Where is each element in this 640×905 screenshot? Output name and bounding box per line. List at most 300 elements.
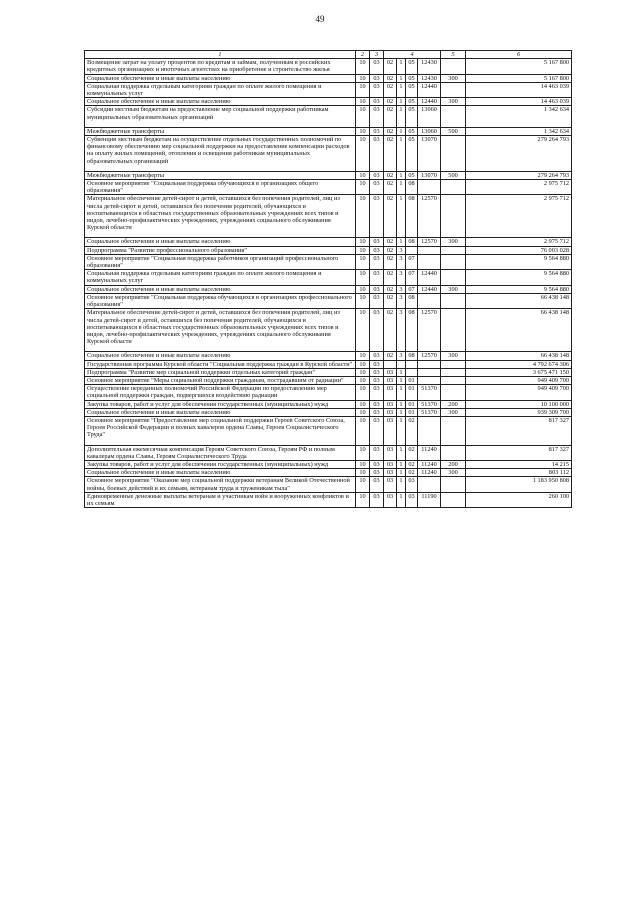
row-measure-cell: 05 (406, 74, 418, 82)
row-program-cell: 03 (384, 385, 397, 400)
row-name-cell: Основное мероприятие "Социальная поддержка обучающихся в организациях профессионального образования" (85, 293, 356, 308)
row-direction-cell: 12570 (418, 309, 441, 352)
row-measure-cell: 08 (406, 195, 418, 238)
row-program-cell: 03 (384, 408, 397, 416)
row-subprogram-cell: 1 (397, 469, 406, 477)
row-expense-type-cell: 300 (441, 74, 466, 82)
row-amount-cell: 14 463 039 (466, 98, 572, 106)
row-section-cell: 10 (356, 254, 370, 269)
row-expense-type-cell: 300 (441, 238, 466, 246)
row-subsection-cell: 03 (370, 416, 384, 445)
row-expense-type-cell (441, 246, 466, 254)
row-section-cell: 10 (356, 106, 370, 127)
row-measure-cell: 02 (406, 460, 418, 468)
row-expense-type-cell (441, 106, 466, 127)
row-expense-type-cell: 300 (441, 285, 466, 293)
table-row (85, 376, 572, 384)
row-measure-cell: 05 (406, 59, 418, 74)
row-section-cell: 10 (356, 127, 370, 135)
row-direction-cell: 13070 (418, 171, 441, 179)
row-section-cell: 10 (356, 376, 370, 384)
row-amount-cell: 2 975 712 (466, 195, 572, 238)
row-amount-cell: 1 342 634 (466, 106, 572, 127)
row-measure-cell: 08 (406, 180, 418, 195)
table-row (85, 408, 572, 416)
row-section-cell: 10 (356, 400, 370, 408)
row-measure-cell: 05 (406, 106, 418, 127)
row-measure-cell: 05 (406, 98, 418, 106)
row-direction-cell (418, 376, 441, 384)
row-direction-cell (418, 293, 441, 308)
table-row (85, 180, 572, 195)
row-subsection-cell: 03 (370, 376, 384, 384)
row-direction-cell: 12570 (418, 352, 441, 360)
table-row (85, 59, 572, 74)
row-amount-cell: 279 264 793 (466, 171, 572, 179)
row-measure-cell (406, 360, 418, 368)
row-direction-cell: 11240 (418, 469, 441, 477)
table-row (85, 246, 572, 254)
row-amount-cell: 817 327 (466, 416, 572, 445)
row-direction-cell: 11240 (418, 445, 441, 460)
row-amount-cell: 9 564 880 (466, 270, 572, 285)
row-subprogram-cell: 3 (397, 246, 406, 254)
row-expense-type-cell (441, 360, 466, 368)
row-subprogram-cell: 1 (397, 59, 406, 74)
row-subsection-cell: 03 (370, 469, 384, 477)
row-amount-cell: 1 342 634 (466, 127, 572, 135)
row-section-cell: 10 (356, 408, 370, 416)
row-program-cell: 02 (384, 106, 397, 127)
row-subprogram-cell: 1 (397, 238, 406, 246)
row-section-cell: 10 (356, 246, 370, 254)
row-name-cell: Субсидии местным бюджетам на предоставление мер социальной поддержки работникам муниципальных образовательных организаций (85, 106, 356, 127)
row-subsection-cell: 03 (370, 352, 384, 360)
row-measure-cell (406, 368, 418, 376)
table-row (85, 460, 572, 468)
row-amount-cell: 9 564 880 (466, 254, 572, 269)
row-program-cell: 02 (384, 293, 397, 308)
row-expense-type-cell: 300 (441, 408, 466, 416)
row-program-cell: 03 (384, 445, 397, 460)
header-col-2: 2 (356, 51, 370, 59)
table-row (85, 106, 572, 127)
row-amount-cell: 4 792 674 306 (466, 360, 572, 368)
row-amount-cell: 9 564 880 (466, 285, 572, 293)
row-measure-cell: 02 (406, 416, 418, 445)
row-measure-cell: 05 (406, 82, 418, 97)
row-section-cell: 10 (356, 171, 370, 179)
row-direction-cell: 12440 (418, 270, 441, 285)
row-name-cell: Основное мероприятие "Социальная поддержка обучающихся в организациях общего образования" (85, 180, 356, 195)
row-expense-type-cell: 500 (441, 171, 466, 179)
table-row (85, 238, 572, 246)
row-expense-type-cell (441, 492, 466, 507)
row-subsection-cell: 03 (370, 460, 384, 468)
row-subprogram-cell: 1 (397, 106, 406, 127)
row-subsection-cell: 03 (370, 408, 384, 416)
row-name-cell: Закупка товаров, работ и услуг для обеспечения государственных (муниципальных) нужд (85, 460, 356, 468)
row-subprogram-cell: 1 (397, 127, 406, 135)
row-subprogram-cell: 1 (397, 408, 406, 416)
row-subsection-cell: 03 (370, 477, 384, 492)
row-measure-cell: 07 (406, 254, 418, 269)
row-program-cell: 03 (384, 460, 397, 468)
row-expense-type-cell (441, 416, 466, 445)
row-expense-type-cell (441, 180, 466, 195)
row-subsection-cell: 03 (370, 246, 384, 254)
table-row (85, 360, 572, 368)
row-subsection-cell: 03 (370, 492, 384, 507)
row-program-cell: 03 (384, 492, 397, 507)
row-subprogram-cell: 1 (397, 368, 406, 376)
row-direction-cell: 13070 (418, 136, 441, 172)
row-direction-cell: 51370 (418, 400, 441, 408)
row-program-cell: 02 (384, 180, 397, 195)
row-subsection-cell: 03 (370, 400, 384, 408)
row-expense-type-cell (441, 376, 466, 384)
row-expense-type-cell (441, 270, 466, 285)
row-section-cell: 10 (356, 360, 370, 368)
row-subprogram-cell: 3 (397, 309, 406, 352)
row-subsection-cell: 03 (370, 445, 384, 460)
row-expense-type-cell (441, 195, 466, 238)
row-expense-type-cell (441, 59, 466, 74)
row-amount-cell: 949 409 700 (466, 385, 572, 400)
row-program-cell: 02 (384, 352, 397, 360)
row-program-cell: 03 (384, 368, 397, 376)
row-subprogram-cell: 1 (397, 74, 406, 82)
row-subsection-cell: 03 (370, 309, 384, 352)
row-expense-type-cell (441, 368, 466, 376)
row-measure-cell: 08 (406, 293, 418, 308)
row-name-cell: Основное мероприятие "Меры социальной поддержки гражданам, пострадавшим от радиации" (85, 376, 356, 384)
row-expense-type-cell (441, 309, 466, 352)
row-direction-cell: 12570 (418, 238, 441, 246)
row-expense-type-cell: 200 (441, 460, 466, 468)
table-row (85, 82, 572, 97)
row-subprogram-cell: 1 (397, 171, 406, 179)
row-expense-type-cell (441, 136, 466, 172)
row-name-cell: Социальное обеспечение и иные выплаты населению (85, 285, 356, 293)
row-expense-type-cell (441, 82, 466, 97)
row-subsection-cell: 03 (370, 195, 384, 238)
row-direction-cell (418, 360, 441, 368)
table-row (85, 492, 572, 507)
table-row (85, 171, 572, 179)
row-section-cell: 10 (356, 416, 370, 445)
row-direction-cell: 12430 (418, 59, 441, 74)
row-subprogram-cell: 1 (397, 492, 406, 507)
table-row (85, 136, 572, 172)
row-measure-cell: 01 (406, 408, 418, 416)
row-amount-cell: 66 438 148 (466, 309, 572, 352)
row-name-cell: Социальная поддержка отдельным категориям граждан по оплате жилого помещения и коммунальных услуг (85, 270, 356, 285)
row-amount-cell: 14 215 (466, 460, 572, 468)
row-program-cell: 02 (384, 285, 397, 293)
row-program-cell: 02 (384, 136, 397, 172)
row-amount-cell: 3 675 471 150 (466, 368, 572, 376)
row-amount-cell: 279 264 793 (466, 136, 572, 172)
row-name-cell: Подпрограмма "Развитие мер социальной поддержки отдельных категорий граждан" (85, 368, 356, 376)
row-amount-cell: 14 463 039 (466, 82, 572, 97)
row-direction-cell (418, 416, 441, 445)
row-amount-cell: 260 100 (466, 492, 572, 507)
row-direction-cell: 13060 (418, 106, 441, 127)
row-name-cell: Социальное обеспечение и иные выплаты населению (85, 469, 356, 477)
row-subprogram-cell: 1 (397, 416, 406, 445)
row-amount-cell: 76 003 028 (466, 246, 572, 254)
page-number: 49 (315, 14, 325, 24)
table-row (85, 127, 572, 135)
row-subsection-cell: 03 (370, 127, 384, 135)
row-direction-cell: 51370 (418, 408, 441, 416)
row-measure-cell: 07 (406, 285, 418, 293)
row-subprogram-cell: 1 (397, 82, 406, 97)
row-name-cell: Социальное обеспечение и иные выплаты населению (85, 74, 356, 82)
header-col-1: 1 (85, 51, 356, 59)
row-measure-cell: 05 (406, 136, 418, 172)
table-row (85, 400, 572, 408)
row-section-cell: 10 (356, 352, 370, 360)
row-name-cell: Основное мероприятие "Оказание мер социальной поддержки ветеранам Великой Отечественной войны, боевых действий и их семьям, ветеранам труда и труженикам тыла" (85, 477, 356, 492)
row-subprogram-cell: 1 (397, 180, 406, 195)
row-name-cell: Государственная программа Курской области "Социальная поддержка граждан в Курской области" (85, 360, 356, 368)
row-direction-cell: 13060 (418, 127, 441, 135)
row-amount-cell: 803 112 (466, 469, 572, 477)
table-row (85, 477, 572, 492)
row-subprogram-cell: 1 (397, 98, 406, 106)
table-row (85, 469, 572, 477)
table-row (85, 270, 572, 285)
row-measure-cell (406, 246, 418, 254)
row-direction-cell: 12570 (418, 195, 441, 238)
row-name-cell: Возмещение затрат на уплату процентов по кредитам и займам, полученным в российских кредитных организациях и ипотечных агентствах на приобретение и строительство жилья (85, 59, 356, 74)
row-expense-type-cell: 300 (441, 98, 466, 106)
row-direction-cell: 12440 (418, 98, 441, 106)
row-subprogram-cell: 1 (397, 376, 406, 384)
row-subsection-cell: 03 (370, 171, 384, 179)
row-program-cell: 03 (384, 477, 397, 492)
row-measure-cell: 02 (406, 469, 418, 477)
row-program-cell: 02 (384, 74, 397, 82)
row-amount-cell: 66 438 148 (466, 352, 572, 360)
row-measure-cell: 05 (406, 127, 418, 135)
row-section-cell: 10 (356, 445, 370, 460)
row-program-cell: 02 (384, 254, 397, 269)
row-expense-type-cell (441, 445, 466, 460)
row-measure-cell: 08 (406, 309, 418, 352)
row-measure-cell: 07 (406, 270, 418, 285)
row-amount-cell: 66 438 148 (466, 293, 572, 308)
row-measure-cell: 01 (406, 376, 418, 384)
row-section-cell: 10 (356, 74, 370, 82)
table-row (85, 368, 572, 376)
row-amount-cell: 949 409 700 (466, 376, 572, 384)
row-program-cell (384, 360, 397, 368)
row-subsection-cell: 03 (370, 385, 384, 400)
row-direction-cell (418, 368, 441, 376)
row-direction-cell: 11190 (418, 492, 441, 507)
row-expense-type-cell: 300 (441, 352, 466, 360)
row-program-cell: 02 (384, 59, 397, 74)
row-direction-cell: 12440 (418, 82, 441, 97)
row-amount-cell: 817 327 (466, 445, 572, 460)
row-subsection-cell: 03 (370, 106, 384, 127)
row-measure-cell: 08 (406, 352, 418, 360)
row-name-cell: Единовременные денежные выплаты ветеранам и участникам войн и вооруженных конфликтов и их семьям (85, 492, 356, 507)
row-subprogram-cell: 1 (397, 195, 406, 238)
row-subsection-cell: 03 (370, 82, 384, 97)
row-section-cell: 10 (356, 98, 370, 106)
row-expense-type-cell (441, 293, 466, 308)
header-col-6: 6 (466, 51, 572, 59)
row-name-cell: Подпрограмма "Развитие профессионального образования" (85, 246, 356, 254)
row-program-cell: 02 (384, 246, 397, 254)
row-name-cell: Межбюджетные трансферты (85, 127, 356, 135)
row-subprogram-cell: 1 (397, 460, 406, 468)
row-section-cell: 10 (356, 270, 370, 285)
row-section-cell: 10 (356, 460, 370, 468)
row-amount-cell: 2 975 712 (466, 180, 572, 195)
row-direction-cell (418, 477, 441, 492)
row-name-cell: Межбюджетные трансферты (85, 171, 356, 179)
row-subsection-cell: 03 (370, 270, 384, 285)
row-program-cell: 03 (384, 469, 397, 477)
row-direction-cell (418, 254, 441, 269)
row-expense-type-cell (441, 477, 466, 492)
row-amount-cell: 1 183 950 808 (466, 477, 572, 492)
row-amount-cell: 2 975 712 (466, 238, 572, 246)
row-subsection-cell: 03 (370, 238, 384, 246)
table-row (85, 445, 572, 460)
row-expense-type-cell: 500 (441, 127, 466, 135)
row-measure-cell: 03 (406, 492, 418, 507)
row-section-cell: 10 (356, 285, 370, 293)
row-direction-cell (418, 180, 441, 195)
row-subsection-cell: 03 (370, 360, 384, 368)
row-name-cell: Социальное обеспечение и иные выплаты населению (85, 352, 356, 360)
row-section-cell: 10 (356, 195, 370, 238)
row-expense-type-cell (441, 385, 466, 400)
row-section-cell: 10 (356, 368, 370, 376)
row-direction-cell: 51370 (418, 385, 441, 400)
row-program-cell: 03 (384, 400, 397, 408)
table-row (85, 195, 572, 238)
row-name-cell: Материальное обеспечение детей-сирот и детей, оставшихся без попечения родителей, лиц из числа детей-сирот и детей, оставшихся без попечения родителей, обучающихся и воспитывающихся в областных государственных образовательных учреждениях всех типов и видов, лечебно-профилактических учреждениях, учреждениях социального обслуживания Курской области (85, 309, 356, 352)
header-col-5: 5 (441, 51, 466, 59)
row-section-cell: 10 (356, 477, 370, 492)
row-program-cell: 02 (384, 238, 397, 246)
row-amount-cell: 10 100 000 (466, 400, 572, 408)
row-subsection-cell: 03 (370, 368, 384, 376)
table-header-row (85, 51, 572, 59)
row-subsection-cell: 03 (370, 59, 384, 74)
row-subprogram-cell: 1 (397, 477, 406, 492)
row-subprogram-cell: 1 (397, 445, 406, 460)
table-row (85, 385, 572, 400)
table-row (85, 309, 572, 352)
row-section-cell: 10 (356, 180, 370, 195)
row-subprogram-cell (397, 360, 406, 368)
row-section-cell: 10 (356, 59, 370, 74)
row-subprogram-cell: 3 (397, 293, 406, 308)
row-section-cell: 10 (356, 238, 370, 246)
row-name-cell: Социальное обеспечение и иные выплаты населению (85, 408, 356, 416)
row-program-cell: 02 (384, 98, 397, 106)
row-subprogram-cell: 1 (397, 136, 406, 172)
row-subprogram-cell: 3 (397, 270, 406, 285)
row-subprogram-cell: 1 (397, 385, 406, 400)
row-name-cell: Осуществление переданных полномочий Российской Федерации по предоставлению мер социальной поддержки граждан, подвергшихся воздействию радиации (85, 385, 356, 400)
row-subsection-cell: 03 (370, 74, 384, 82)
row-name-cell: Социальное обеспечение и иные выплаты населению (85, 238, 356, 246)
row-name-cell: Основное мероприятие "Предоставление мер социальной поддержки Героев Советского Союза, Героев Российской Федерации и полных кавалеров ордена Славы, Героев Социалистического Труда" (85, 416, 356, 445)
table-row (85, 74, 572, 82)
row-section-cell: 10 (356, 385, 370, 400)
row-section-cell: 10 (356, 82, 370, 97)
row-subsection-cell: 03 (370, 285, 384, 293)
row-subprogram-cell: 3 (397, 352, 406, 360)
budget-table (84, 50, 572, 508)
table-row (85, 352, 572, 360)
row-section-cell: 10 (356, 136, 370, 172)
row-section-cell: 10 (356, 469, 370, 477)
row-subprogram-cell: 1 (397, 400, 406, 408)
row-program-cell: 03 (384, 376, 397, 384)
row-measure-cell: 05 (406, 171, 418, 179)
row-section-cell: 10 (356, 309, 370, 352)
table-row (85, 254, 572, 269)
row-measure-cell: 02 (406, 445, 418, 460)
row-name-cell: Основное мероприятие "Социальная поддержка работников организаций профессионального образования" (85, 254, 356, 269)
header-col-3: 3 (370, 51, 384, 59)
table-row (85, 416, 572, 445)
row-program-cell: 02 (384, 171, 397, 179)
row-program-cell: 03 (384, 416, 397, 445)
row-direction-cell: 12430 (418, 74, 441, 82)
row-program-cell: 02 (384, 270, 397, 285)
row-subprogram-cell: 3 (397, 285, 406, 293)
row-measure-cell: 08 (406, 238, 418, 246)
row-measure-cell: 03 (406, 477, 418, 492)
table-row (85, 98, 572, 106)
row-subsection-cell: 03 (370, 254, 384, 269)
row-expense-type-cell (441, 254, 466, 269)
row-program-cell: 02 (384, 82, 397, 97)
row-expense-type-cell: 300 (441, 469, 466, 477)
row-amount-cell: 939 309 700 (466, 408, 572, 416)
row-section-cell: 10 (356, 293, 370, 308)
row-name-cell: Социальное обеспечение и иные выплаты населению (85, 98, 356, 106)
table-row (85, 285, 572, 293)
row-direction-cell: 12440 (418, 285, 441, 293)
row-subsection-cell: 03 (370, 98, 384, 106)
row-direction-cell: 11240 (418, 460, 441, 468)
row-amount-cell: 5 167 800 (466, 74, 572, 82)
row-measure-cell: 01 (406, 400, 418, 408)
row-expense-type-cell: 200 (441, 400, 466, 408)
row-program-cell: 02 (384, 195, 397, 238)
row-subsection-cell: 03 (370, 180, 384, 195)
row-name-cell: Субвенции местным бюджетам на осуществление отдельных государственных полномочий по финансовому обеспечению мер социальной поддержки на предоставление компенсации расходов на оплату жилых помещений, отопления и освещения работникам муниципальных образовательных организаций (85, 136, 356, 172)
row-subsection-cell: 03 (370, 293, 384, 308)
row-program-cell: 02 (384, 127, 397, 135)
row-measure-cell: 01 (406, 385, 418, 400)
row-name-cell: Дополнительная ежемесячная компенсация Героям Советского Союза, Героям РФ и полным кавалерам ордена Славы, Героям Социалистического Труда (85, 445, 356, 460)
row-section-cell: 10 (356, 492, 370, 507)
row-subsection-cell: 03 (370, 136, 384, 172)
